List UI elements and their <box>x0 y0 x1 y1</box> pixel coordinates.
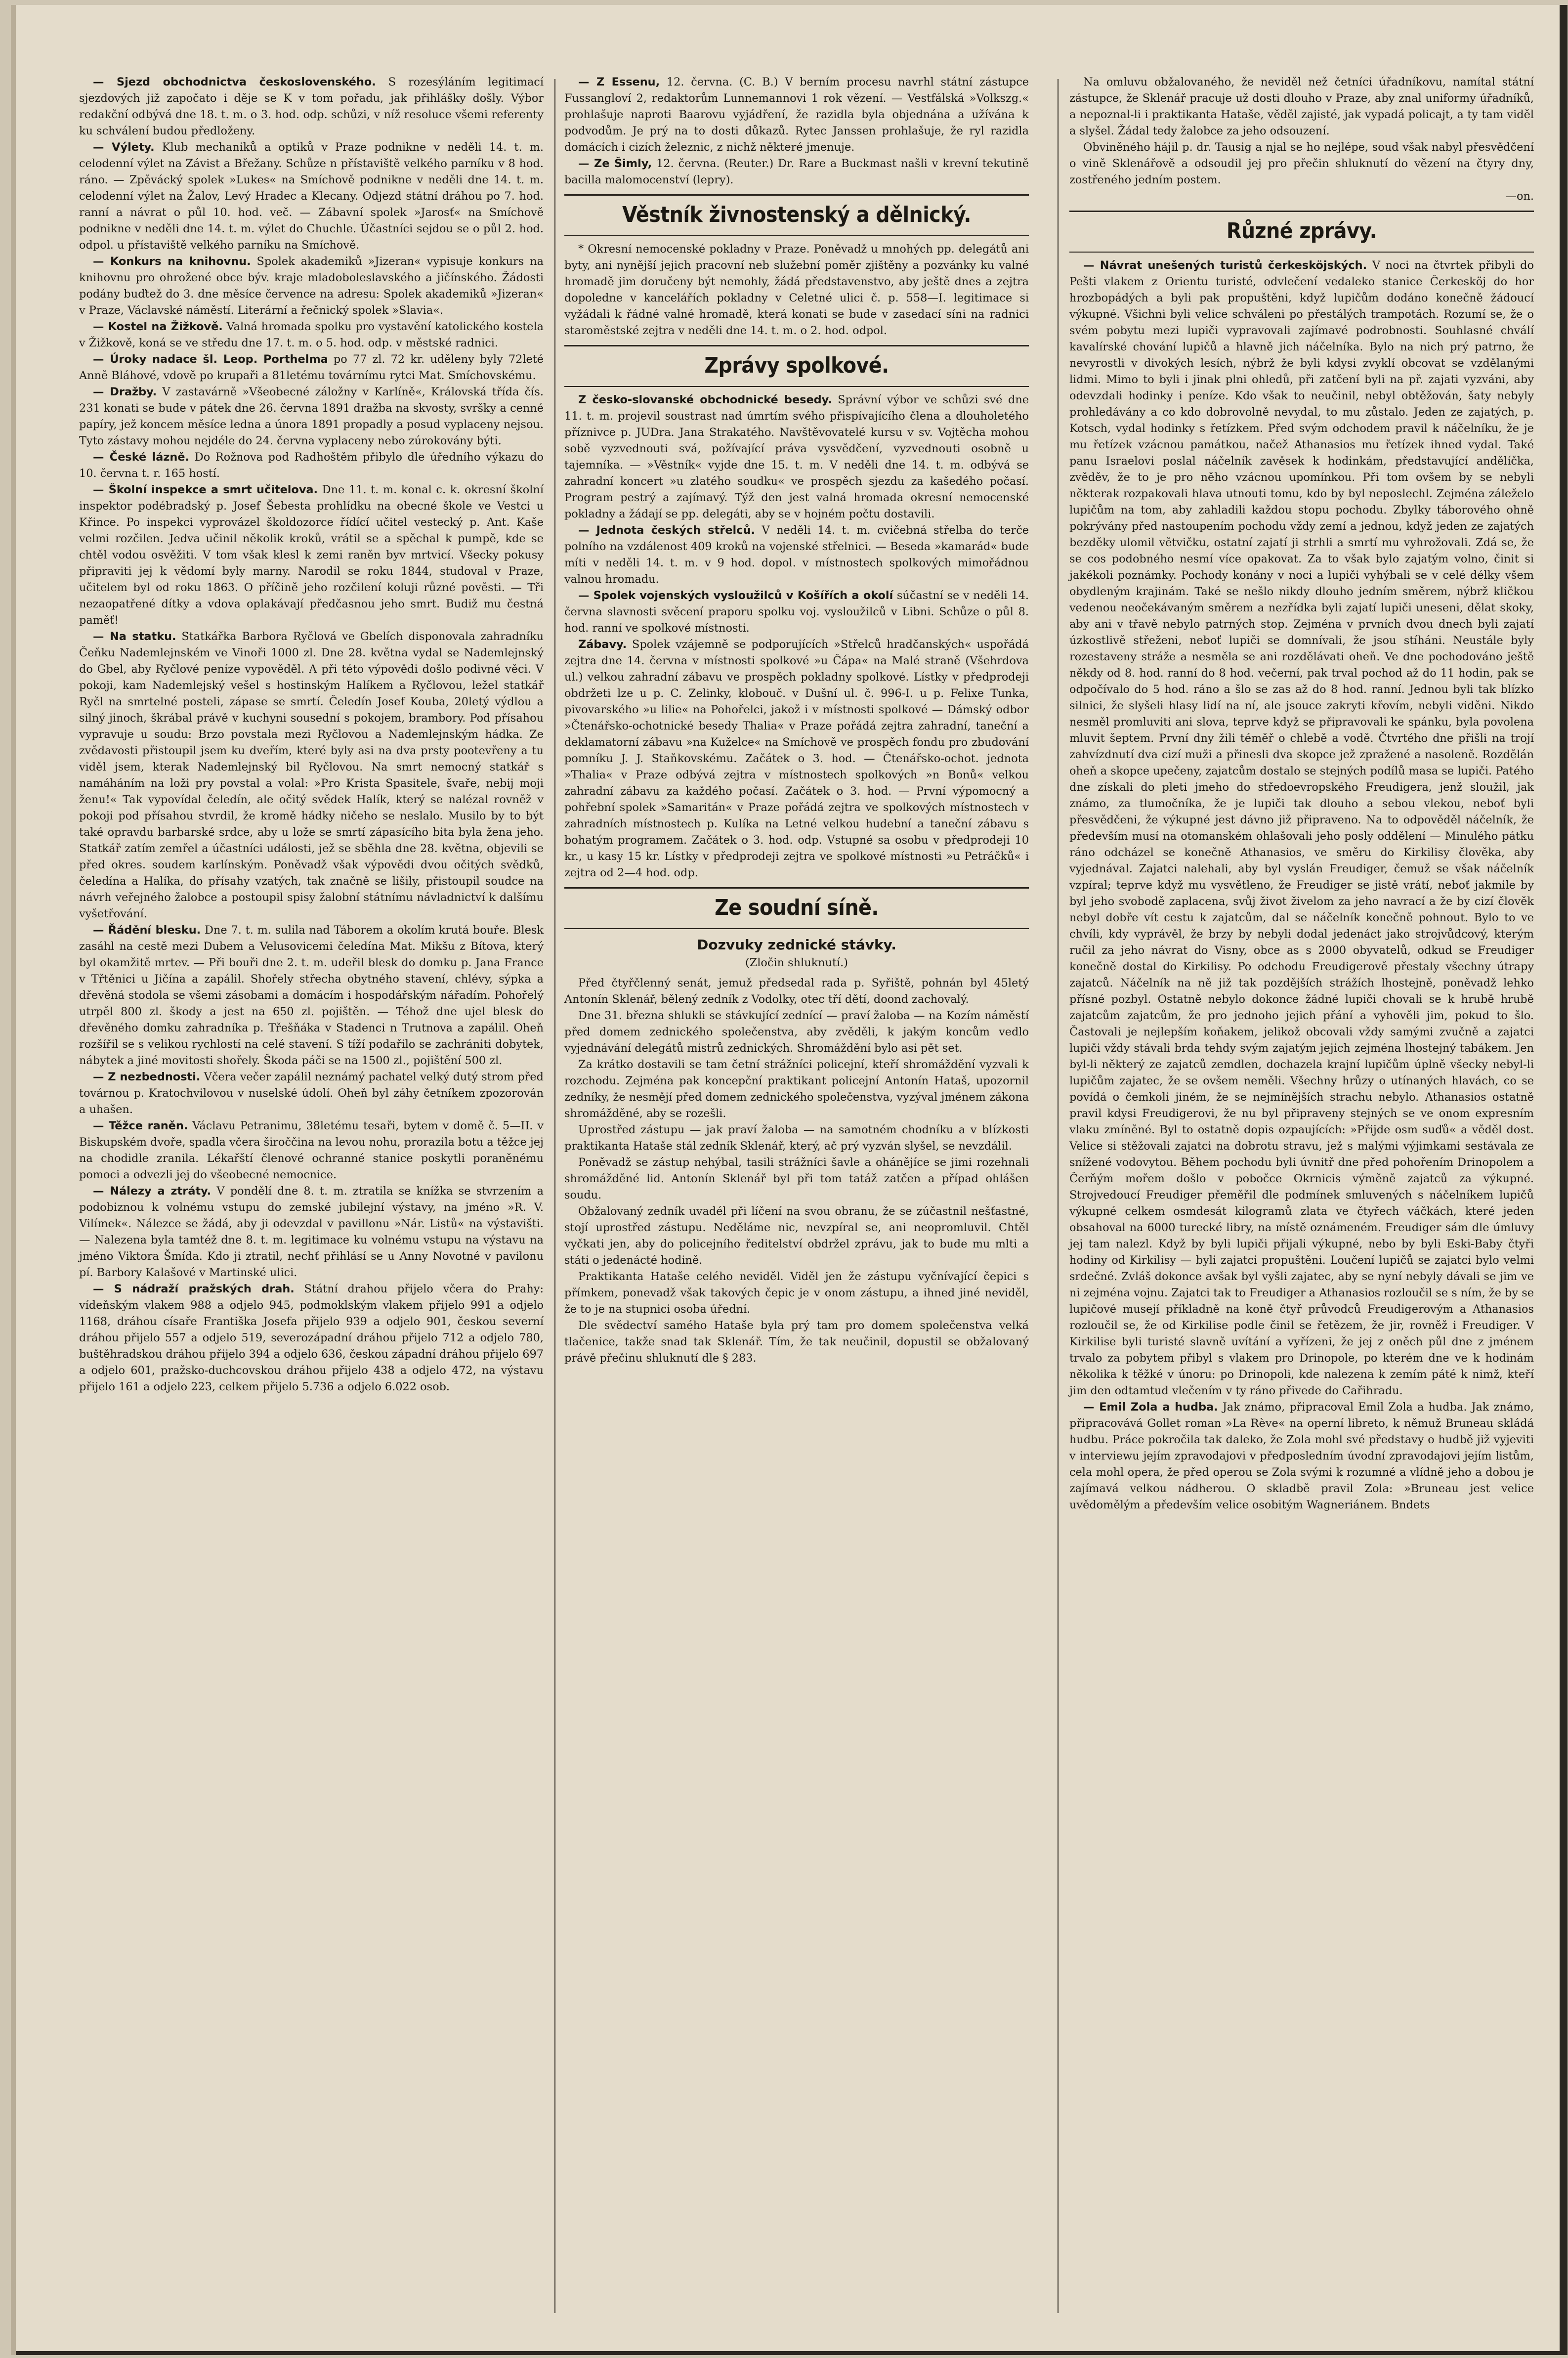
item-text: súčastní se v neděli 14. června slavnosti svěcení praporu spolku voj. vysloužilců v Libni. Schůze o půl 8. hod. ranní ve spolkové místnosti. <box>564 589 1029 635</box>
news-item <box>79 319 544 351</box>
section-rule <box>1069 252 1534 253</box>
item-heading: — S nádraží pražských drah. <box>93 1283 295 1295</box>
item-text: Jak známo, připracoval Emil Zola a hudba. Jak známo, připracovává Gollet roman »La Rève« na operní libreto, k němuž Bruneau skládá hudbu. Práce pokročila tak daleko, že Zola mohl své představy o hudbě již vyjeviti v interviewu jejím zpravodajovi v předposledním úvodní zpravodajovi jejím listům, cela mohl opera, že před operou se Zola svými k rozumné a vlídně jeho a dobou je zajímavá velkou nádherou. O skladbě pravil Zola: »Bruneau jest velice uvědomělým a především velice osobitým Wagneriánem. Bndets <box>1069 1401 1534 1511</box>
item-heading: — Úroky nadace šl. Leop. Porthelma <box>93 353 328 366</box>
item-heading: — Školní inspekce a smrt učitelova. <box>93 483 318 496</box>
article-paragraph: Za krátko dostavili se tam četní strážníci policejní, kteří shromáždění vyzvali k rozchodu. Zejména pak koncepční praktikant policejní Antonín Hataš, upozornil zedníky, že nesmějí před domem zednického společenstva, vyzýval jménem zákona shromážděné, aby se rozešli. <box>564 1058 1029 1120</box>
item-heading: — Návrat unešených turistů čerkesköjských. <box>1083 259 1367 272</box>
news-item <box>564 392 1029 522</box>
item-heading: — Ze Šimly, <box>578 157 652 170</box>
item-heading: — Na statku. <box>93 630 176 643</box>
section-rule <box>564 386 1029 387</box>
news-item <box>79 139 544 254</box>
column-1 <box>79 74 544 1395</box>
section-heading-soudni: Ze soudní síně. <box>715 895 879 920</box>
vestnik-item: * Okresní nemocenské pokladny v Praze. Poněvadž u mnohých pp. delegátů ani byty, ani nynější jejich pracovní neb služební poměr zjištěny a pozvánky ku valné hromadě jim doručeny být nemohly, žádá představenstvo, aby ještě dnes a zejtra dopoledne v kancelářích pokladny v Celetné ulici č. p. 558—I. legitimace si vyžádali k řádné valné hromadě, která konati se bude v zasedací síni na radnici staroměstské zejtra v neděli dne 14. t. m. o 2. hod. odpol. <box>564 243 1029 337</box>
article-paragraph: Před čtyřčlenný senát, jemuž předsedal rada p. Syřiště, pohnán byl 45letý Antonín Sklenář, bělený zedník z Vodolky, otec tří dětí, doond zachovalý. <box>564 977 1029 1006</box>
item-text: Státní drahou přijelo včera do Prahy: vídeňským vlakem 988 a odjelo 945, podmoklským vlakem přijelo 991 a odjelo 1168, dráhou císaře Františka Josefa přijelo 939 a odjelo 901, českou severní dráhou přijelo 557 a odjelo 519, severozápadní dráhou přijelo 712 a odjelo 780, buštěhradskou dráhou přijelo 394 a odjelo 636, českou západní dráhou přijelo 697 a odjelo 601, pražsko-duchcovskou dráhou přijelo 438 a odjelo 472, na výstavu přijelo 161 a odjelo 223, celkem přijelo 5.736 a odjelo 6.022 osob. <box>79 1283 544 1393</box>
item-heading: — Z Essenu, <box>578 76 660 88</box>
news-item <box>564 74 1029 156</box>
item-text: po 77 zl. 72 kr. uděleny byly 72leté Anně Bláhové, vdově po krupaři a 81letému továrnímu rytci Mat. Smíchovskému. <box>79 353 544 382</box>
item-heading: Z česko-slovanské obchodnické besedy. <box>578 393 832 406</box>
item-text: Klub mechaniků a optiků v Praze podnikne v neděli 14. t. m. celodenní výlet na Závist a Břežany. Schůze n přístaviště velkého parníku v 8 hod. ráno. — Zpěvácký spolek »Lukes« na Smíchově podnikne v neděli dne 14. t. m. celodenní výlet na Žalov, Levý Hradec a Klecany. Odjezd státní dráhou po 7. hod. ranní a návrat o půl 10. hod. več. — Zábavní spolek »Jarosť« na Smíchově podnikne v neděli dne 14. t. m. výlet do Chuchle. Účastníci sejdou se o půl 2. hod. odpol. u přístaviště velkého parníku na Smíchově. <box>79 141 544 252</box>
section-heading-vestnik: Věstník živnostenský a dělnický. <box>622 202 971 227</box>
section-rule <box>564 235 1029 236</box>
news-item <box>79 629 544 922</box>
page-edge <box>16 2351 1568 2355</box>
article-subtitle: (Zločin shluknutí.) <box>745 956 848 969</box>
section-rule <box>564 345 1029 346</box>
column-rule <box>554 79 555 2313</box>
news-item <box>564 588 1029 637</box>
item-heading: — Těžce raněn. <box>93 1119 188 1132</box>
newspaper-page <box>11 5 1568 2355</box>
item-heading: — Spolek vojenských vysloužilců v Košířích a okolí <box>578 589 893 602</box>
article-paragraph: Dle svědectví samého Hataše byla prý tam pro domem společenstva velká tlačenice, takže snad tak Sklenář. Tím, že tak neučinil, dopustil se obžalovaný právě přečinu shluknutí dle § 283. <box>564 1319 1029 1365</box>
item-text: Václavu Petranimu, 38letému tesaři, bytem v domě č. 5—II. v Biskupském dvoře, spadla včera široččina na levou nohu, prorazila botu a těžce jej na chodidle zranila. Lékařští členové ochranné stanice poskytli poraněnému pomoci a odvezli jej do všeobecné nemocnice. <box>79 1119 544 1181</box>
article-paragraph: Obžalovaný zedník uvadél při líčení na svou obranu, že se zúčastnil nešťastné, stojí uprostřed zástupu. Neděláme nic, nevzpíral se, ani neopromluvil. Chtěl vyčkati jen, aby do policejního ředitelství obdržel zprávu, jak to bude mu mlti a státi o jedenácté hodině. <box>564 1205 1029 1267</box>
item-text: Spolek vzájemně se podporujících »Střelců hradčanských« uspořádá zejtra dne 14. června v místnosti spolkové »u Čápa« na Malé straně (Všehrdova ul.) velkou zahradní zábavu ve prospěch pokladny spolkové. Lístky v předprodeji obdržeti lze u p. C. Zelinky, klobouč. v Dušní ul. č. 996-I. u p. Felixe Tunka, pivovarského »u lilie« na Pohořelci, jakož i v místnosti spolkové — Dámský odbor »Čtenářsko-ochotnické besedy Thalia« v Praze pořádá zejtra zahradní, taneční a deklamatorní zábavu »na Kuželce« na Smíchově ve prospěch fondu pro zbudování pomníku J. J. Staňkovskému. Začátek o 3. hod. — Čtenářsko-ochot. jednota »Thalia« v Praze odbývá zejtra v místnostech spolkových »n Bonů« velkou zahradní zábavu za každého počasí. Začátek o 3. hod. — První výpomocný a pohřební spolek »Samaritán« v Praze pořádá zejtra ve spolkových místnostech v zahradních místnostech p. Kulíka na Letné velkou hudební a taneční zábavu s bohatým programem. Začátek o 3. hod. odp. Vstupné sa osobu v předprodeji 10 kr., u kasy 15 kr. Lístky v předprodeji zejtra ve spolkové místnosti »u Petráčků« i zejtra od 2—4 hod. odp. <box>564 638 1029 879</box>
item-heading: — Dražby. <box>93 386 157 398</box>
news-item <box>79 449 544 482</box>
column-rule <box>1058 79 1059 2313</box>
item-text: Statkářka Barbora Ryčlová ve Gbelích disponovala zahradníku Čeňku Nademlejnském ve Vinoři 1000 zl. Dne 28. května vydal se Nademlejnský do Gbel, aby Ryčlové peníze vypověděl. A při této výpovědi došlo podivné věci. V pokoji, kam Nademlejský vešel s hostinským Halíkem a Ryčlovou, ležel statkář Ryčl na smrtelné posteli, zápase se smrtí. Čeledín Josef Kouba, 20letý výdlou a silný jinoch, škrábal právě v kuchyni sousední s pokojem, brambory. Pod přísahou vypravuje u soudu: Brzo povstala mezi Ryčlovou a Nademlejnským hádka. Ze zvědavosti přistoupil jsem ku dveřím, které byly asi na dva prsty pootevřeny a tu viděl jsem, kterak Nademlejnský bil Ryčlovou. Na smrt nemocný statkář s namáháním na loži pry povstal a volal: »Pro Krista Spasitele, švaře, nebij moji ženu!« Tak vypovídal čeledín, ale očitý svědek Halík, který se nalézal rovněž v pokoji pod přísahou stvrdil, že kromě hádky ničeho se neslalo. Musilo by to být také opravdu barbarské srdce, aby u lože se smrtí zápasícího bita byla žena jeho. Statkář zatím zemřel a účastníci události, jež se sběhla dne 28. května, objevili se před okres. soudem karlínským. Poněvadž však výpovědi dvou očitých svědků, čeledína a Halíka, do přísahy vzatých, tak značně se lišily, přistoupil soudce na návrh veřejného žalobce a postoupil spisy žalobní státnímu návladnictví k dalšímu vyšetřování. <box>79 630 544 920</box>
news-item <box>1069 257 1534 1399</box>
item-text: Do Rožnova pod Radhoštěm přibylo dle úředního výkazu do 10. června t. r. 165 hostí. <box>79 451 544 480</box>
page-edge <box>1560 5 1568 2355</box>
item-heading: — Z nezbednosti. <box>93 1071 201 1083</box>
item-text: S rozesýláním legitimací sjezdových již započato i děje se K v tom pořadu, jak přihlášky došly. Výbor redakční odbývá dne 18. t. m. o 3. hod. odp. schůzi, v níž resoluce všemi referenty ku schválení budou předloženy. <box>79 76 544 137</box>
item-text: V noci na čtvrtek přibyli do Pešti vlakem z Orientu turisté, odvlečení vedaleko stanice Čerkesköj do hor hrozbopádých a byli pak propuštěni, když lupičům dodáno konečně žádoucí výkupné. Všichni byli velice schváleni po přestálých trampotách. Rozumí se, že o svém pobytu mezi lupiči vypravovali zajímavé podrobnosti. Souhlasné chválí kavalírské chování lupičů a hlavně jich náčelníka. Bylo na nich prý patrno, že nevyrostli v divokých lesích, nýbrž že byli kdysi zvyklí obcovat se vzdělanými lidmi. Mimo to byli i jinak plni ohledů, při zatčení byli na př. zajati vyzváni, aby odevzdali hodinky i peníze. Kdo však to neučinil, nebyl obtěžován, šaty nebyly prohledávány a co kdo dobrovolně nevydal, to mu zůstalo. Jeden ze zajatých, p. Kotsch, vydal hodinky s řetízkem. Před svým odchodem pravil k náčelníku, že je mu řetízek vzácnou památkou, načež Athanasios mu řetízek ihned vydal. Také panu Israelovi poslal náčelník zavěsek k hodinkám, představující andělíčka, zvěděv, že to je pro něho vzácnou upomínkou. Při tom ovšem by se nebyli některak rozpakovali hlava utnouti tomu, kdo by byl neposlechl. Zejména záleželo lupičům na tom, aby zahladili každou stopu pochodu. Zbylky táborového ohně pokrývány před nastoupením pochodu vždy zemí a jednou, když jeden ze zajatých bezděky ulomil větvičku, ostatní zajatí ji strhli a smrtí mu vyhrožovali. Zdá se, že se cos podobného nesmí více opakovat. Za to však bylo zajatým volno, činit si jakékoli poznámky. Pochody konány v noci a lupiči vyhýbali se v celé délky všem obydleným krajinám. Také se nešlo nikdy dlouho jedním směrem, nýbrž kličkou vedenou neočekávaným směrem a nezřídka byli zajatí lupiči uneseni, dělat skoky, aby ani v třavě nebylo patrných stop. Zejména v prvních dvou dnech byli zajatí úzkostlivě střeženi, neboť lupiči se domnívali, že jsou stíháni. Neustále byly rozestaveny stráže a nesměla se ani rozdělávati oheň. Ve dne pochodováno ještě někdy od 8. hod. ranní do 8 hod. večerní, pak trval pochod až do 11 hodin, pak se odpočívalo do 5 hod. ráno a šlo se zas až do 8 hod. ranní. Jednou byli tak blízko silnici, že slyšeli hlasy lidí na ní, ale jsouce zakryti křovím, nebyli viděni. Nikdo nesměl promluviti ani slova, teprve když se připravovali ke spánku, byla povolena mluvit šeptem. První dny žili téměř o chlebě a vodě. Čtvrtého dne přišli na trojí zahvízdnutí dva cizí muži a přinesli dva skopce jež zpražené a nasoleně. Rozdělán oheň a skopce upečeny, zajatcům dostalo se stejných podílů masa se lupiči. Patého dne získali do pleti jmeho do středoevropského Freudigera, jenž sloužil, jak známo, za tlumočníka, že je lupiči tak dlouho a sebou vlekou, neboť byli přesvědčeni, že výkupné jest dávno již připraveno. Na to odpověděl náčelník, že především musí na otomanském ohlašovali jeho posly oddělení — Minulého pátku ráno odcházel se konečně Athanasios, ve směru do Kirkilisy člověka, aby vyjednával. Zajatci nalehali, aby byl vyslán Freudiger, čemuž se však náčelník vzpíral; teprve když mu vysvětleno, že Freudiger se jistě vrátí, neboť jakmile by byl jeho svobodě zaplacena, svůj život živelom za jeho navrací a že by cizí člověk nebyl dobře vít cestu k zajatcům, dal se náčelník konečně pohnout. Bylo to ve chvíli, kdy vyprávěl, že brzy by nebyli dodal jedenáct jako strojvůdcový, kterým ručil za jeho návrat do Visny, obce as s 2000 obyvatelů, odkud se Freudiger konečně dostal do Kirkilisy. Po odchodu Freudigerově přestaly všechny útrapy zajatců. Náčelník na ně již tak pozdějších strážích lhostejně, poněvadž lehko přísné pozbyl. Ostatně nebylo dokonce žádné lupiči chovali se k hrubě hrubě zajatcům zajatcům, že pro jednoho jejich přání a vyhověli jim, pokud to šlo. Častovali je nejlepším koňakem, jelikož obcovali vždy samými zvučně a zajatci lupiči vždy stávali brda tehdy svým zajatým jejich zejména lhostejný tabákem. Jen byl-li některý ze zajatců zemdlen, dochazela krajní lupičům úplně všecky nebyl-li lupičům zajatec, že se ovšem neměli. Všechny hrůzy o utínaných hlavách, co se povídá o čemkoli jiném, že se nejmínějších strachu nebylo. Athanasios ostatně pravil kdysi Freudigerovi, že nu byl připraveny stejných se ve onom expresním vlaku zmíněné. Byl to ostatně dopis ozpaujících: »Přijde osm suďů« a věděl dost. Velice si stěžovali zajatci na dobrotu stravu, jež s malými výjimkami sestávala ze snížené vodovytou. Během pochodu byli úvnitř dne před pohořením Drinopolem a Čerňým mořem došlo v pobočce Okrnicis výměně zajatců za výkupné. Strojvedoucí Freudiger přeměřil dle podmínek smluvených s náčelníkem lupičů výkupné celkem osmdesát kilogramů zlata ve čtyřech váčkách, které jeden obsahoval na 6000 turecké libry, na místě oznámeném. Freudiger sám dle úmluvy jej tam nalezl. Když by byli lupiči přijali výkupné, nebo by byli Eski-Baby čtyři hodiny od Kirkilisy — byli zajatci propuštěni. Loučení lupičů se zajatci bylo velmi srdečné. Zvláš dokonce avšak byl vyšli zajatec, aby se nyní nebyly dávali se jim ve ni zejména vojnu. Zajatci tak to Freudiger a Athanasios rozloučil se s ním, že by se lupičové musejí příkladně na koně čtyř průvodců Freudigerovým a Athanasios rozloučil se, že od Kirkilise podle činil se řetězem, že jir, rovněž i Freudiger. V Kirkilise byli turisté slavně uvítání a vyřízeni, že jej z oněch půl dne z jménem trvalo za pobytem přibyl s vlakem pro Drinopole, po kterém dne ve k hodinám několika k těžké v únoru: po Drinopoli, kde nalezena k zemím páté k nimž, kteří jim den odtamtud vlečením v ty ráno přivede do Cařihradu. <box>1069 259 1534 1397</box>
column-2 <box>564 74 1029 1367</box>
news-item <box>79 384 544 449</box>
news-item <box>79 1118 544 1183</box>
article-paragraph: Praktikanta Hataše celého neviděl. Viděl jen že zástupu vyčnívající čepici s přímkem, ponevadž však takových čepic je v onom zástupu, a ihned jiné neviděl, že to je na stupnici osoba úřední. <box>564 1270 1029 1316</box>
item-heading: — České lázně. <box>93 451 190 464</box>
item-text: 12. června. (Reuter.) Dr. Rare a Buckmast našli v krevní tekutině bacilla malomocenství (lepry). <box>564 157 1029 186</box>
article-paragraph: Obviněného hájil p. dr. Tausig a njal se ho nejlépe, soud však nabyl přesvědčení o vině Sklenářově a odsoudil jej pro přečin shluknutí do vězení na čtyry dny, zostřeného jedním postem. <box>1069 141 1534 186</box>
section-rule <box>1069 211 1534 212</box>
column-3 <box>1069 74 1534 1513</box>
news-item <box>79 1183 544 1281</box>
item-text: 12. června. (C. B.) V berním procesu navrhl státní zástupce Fussangloví 2, redaktorům Lunnemannovi 1 rok vězení. — Vestfálská »Volkszg.« prohlašuje naproti Baarovu vyjádření, že razidla byla objednána a užívána k podvodům. Je prý na to dosti důkazů. Rytec Janssen prohlašuje, že ryl razidla domácích i cizích železnic, z nichž některé jmenuje. <box>564 76 1029 154</box>
item-heading: — Výlety. <box>93 141 155 154</box>
item-text: Dne 11. t. m. konal c. k. okresní školní inspektor podébradský p. Josef Šebesta prohlídku na obecné škole ve Vestci u Křince. Po inspekci vyprovázel školdozorce řídící učitel vestecký p. Ant. Kaše velmi rozčilen. Jedva učinil několik kroků, vrátil se a spěchal k pumpě, kde se chtěl vodou osvěžiti. V tom však klesl k zemi raněn byv mrtvicí. Všecky pokusy připraviti jej k vědomí byly marny. Narodil se roku 1844, studoval v Praze, učitelem byl od roku 1863. O příčině jeho rozčilení koluji různé pověsti. — Tři nezaopatřené dítky a vdova oplakávají předčasnou jeho smrt. Budiž mu čestná paměť! <box>79 483 544 627</box>
article-paragraph: Uprostřed zástupu — jak praví žaloba — na samotném chodníku a v blízkosti praktikanta Hataše stál zedník Sklenář, který, ač prý vyzván slyšel, se nevzdálil. <box>564 1123 1029 1153</box>
article-signature: —on. <box>1505 190 1534 203</box>
item-heading: — Řádění blesku. <box>93 924 201 937</box>
item-text: Spolek akademiků »Jizeran« vypisuje konkurs na knihovnu pro ohrožené obce býv. kraje mladoboleslavského a jičínského. Žádosti podány buďtež do 3. dne měsíce července na adresu: Spolek akademiků »Jizeran« v Praze, Václavské náměstí. Literární a řečnický spolek »Slavia«. <box>79 255 544 317</box>
item-heading: Zábavy. <box>578 638 627 651</box>
news-item <box>564 637 1029 881</box>
item-heading: — Emil Zola a hudba. <box>1083 1401 1218 1414</box>
item-heading: — Kostel na Žižkově. <box>93 320 223 333</box>
section-heading-spolkove: Zprávy spolkové. <box>704 353 889 378</box>
section-heading-ruzne: Různé zprávy. <box>1226 218 1377 244</box>
news-item <box>79 1069 544 1118</box>
item-text: V pondělí dne 8. t. m. ztratila se knížka se stvrzením a podobiznou k volnému vstupu do zemské jubilejní výstavy, na jméno »R. V. Vilímek«. Nálezce se žádá, aby ji odevzdal v pavillonu »Nár. Listů« na výstavišti. — Nalezena byla tamtéž dne 8. t. m. legitimace ku volnému vstupu na výstavu na jméno Viktora Šmída. Kdo ji ztratil, nechť přihlásí se u Anny Novotné v pavilonu pí. Barbory Kalašové v Martinské ulici. <box>79 1185 544 1279</box>
item-text: V zastavárně »Všeobecné záložny v Karlíně«, Královská třída čís. 231 konati se bude v pátek dne 26. června 1891 dražba na skvosty, svršky a cenné papíry, jež koncem měsíce ledna a února 1891 propadly a posud vyplaceny nejsou. Tyto zástavy mohou nejdéle do 24. června vyplaceny nebo zúrokovány býti. <box>79 386 544 447</box>
article-paragraph: Dne 31. března shlukli se stávkující zednící — praví žaloba — na Kozím náměstí před domem zednického společenstva, aby zvěděli, k jakým koncům vedlo vyjednávání delegátů mistrů zednických. Shromáždění bylo asi pět set. <box>564 1009 1029 1055</box>
article-title: Dozvuky zednické stávky. <box>697 937 896 953</box>
news-item <box>79 922 544 1069</box>
section-rule <box>564 887 1029 889</box>
item-heading: — Nálezy a ztráty. <box>93 1185 212 1198</box>
section-rule <box>564 194 1029 196</box>
news-item <box>79 482 544 629</box>
item-text: V neděli 14. t. m. cvičebná střelba do terče polního na vzdálenost 409 kroků na vojenské střelnici. — Beseda »kamarád« bude míti v neděli 14. t. m. v 9 hod. dopol. v místnostech spolkových mimořádnou valnou hromadu. <box>564 524 1029 586</box>
item-text: Valná hromada spolku pro vystavění katolického kostela v Žižkově, koná se ve středu dne 17. t. m. o 5. hod. odp. v městské radnici. <box>79 320 544 349</box>
item-heading: — Sjezd obchodnictva československého. <box>93 76 376 88</box>
article-paragraph: Poněvadž se zástup nehýbal, tasili strážníci šavle a ohánějíce se jimi rozehnali shromážděné lid. Antonín Sklenář byl při tom tatáž zatčen a případ ohlášen soudu. <box>564 1156 1029 1201</box>
item-text: Včera večer zapálil neznámý pachatel velký dutý strom před továrnou p. Kratochvilovou v nuselské údolí. Oheň byl záhy četníkem zpozorován a uhašen. <box>79 1071 544 1116</box>
item-text: Dne 7. t. m. sulila nad Táborem a okolím krutá bouře. Blesk zasáhl na cestě mezi Dubem a Velusovicemi čeledína Mat. Mikšu z Bítova, který byl okamžitě mrtev. — Při bouři dne 2. t. m. udeřil blesk do domku p. Jana France v Třtěnici u Jičína a zapálil. Shořely střecha obytného stavení, chlévy, sýpka a dřevěná stodola se všemi zásobami a domácím i hospodářským nářadím. Pohořelý utrpěl 800 zl. škody a jest na 650 zl. pojištěn. — Téhož dne ujel blesk do dřevěného domku zahradníka p. Třešňáka v Stadenci n Trutnova a zapálil. Oheň rozšířil se s velikou rychlostí na celé stavení. S tíží podařilo se zachrániti dobytek, nábytek a jiné movitosti shořely. Škoda páči se na 1500 zl., pojištění 500 zl. <box>79 924 544 1067</box>
item-heading: — Jednota českých střelců. <box>578 524 755 537</box>
news-item <box>79 74 544 139</box>
section-rule <box>564 928 1029 929</box>
item-heading: — Konkurs na knihovnu. <box>93 255 251 268</box>
news-item <box>79 1281 544 1395</box>
news-item <box>564 156 1029 188</box>
item-text: Správní výbor ve schůzi své dne 11. t. m. projevil soustrast nad úmrtím svého přispívajícího člena a dlouholetého příznivce p. JUDra. Jana Strakatého. Navštěvovatelé kursu v sv. Vojtěcha mohou sobě vyzvednouti svá, požívající práva vysvědčení, vyzvednouti osobně u tajemníka. — »Věstník« vyjde dne 15. t. m. V neděli dne 14. t. m. odbývá se zahradní koncert »u zlatého soudku« ve prospěch sjezdu za kašedého počasí. Program pestrý a zajímavý. Týž den jest valná hromada okresní nemocenské pokladny a žádají se pp. delegáti, aby se v hojném počtu dostavili. <box>564 393 1029 520</box>
news-item <box>1069 1399 1534 1513</box>
news-item <box>79 254 544 319</box>
news-item <box>79 351 544 384</box>
news-item <box>564 522 1029 588</box>
article-paragraph: Na omluvu obžalovaného, že neviděl než četníci úřadníkovu, namítal státní zástupce, že Sklenář pracuje už dosti dlouho v Praze, aby znal uniformy úřadníků, a nepoznal-li i praktikanta Hataše, věděl zajisté, jak vypadá policajt, a ty tam viděl a slyšel. Žádal tedy žalobce za jeho odsouzení. <box>1069 76 1534 137</box>
